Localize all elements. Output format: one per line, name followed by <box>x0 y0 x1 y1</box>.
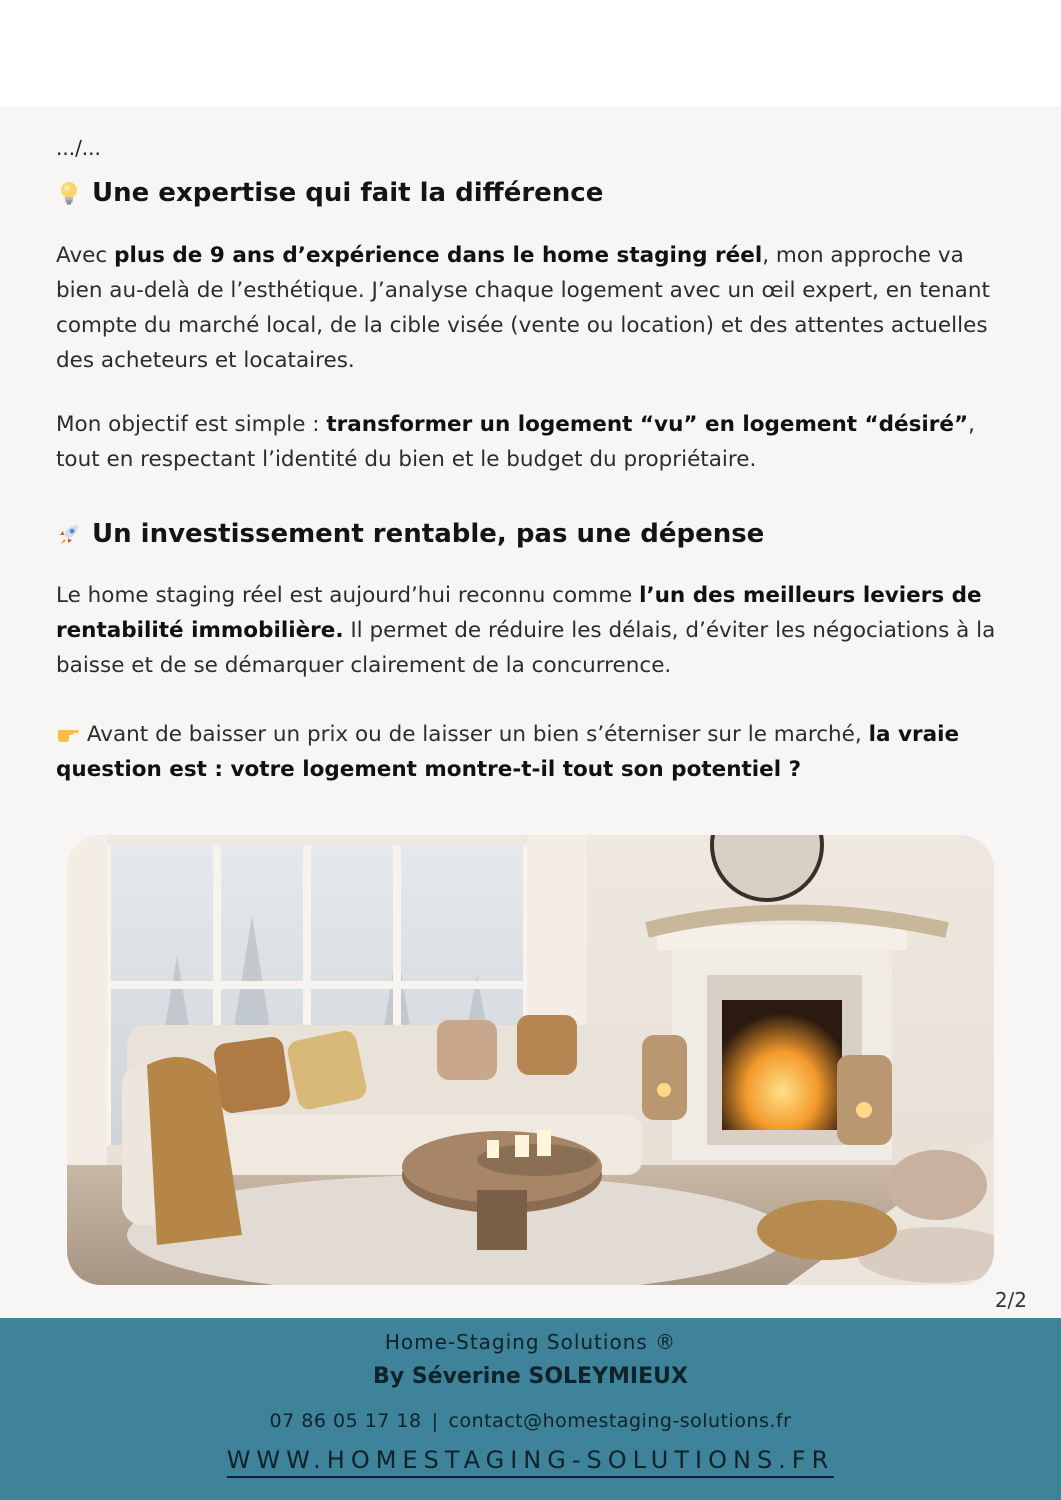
paragraph-bold: plus de 9 ans d’expérience dans le home staging réel <box>114 243 763 268</box>
footer <box>0 1318 1061 1500</box>
top-margin <box>0 0 1061 106</box>
page-body <box>0 106 1061 1318</box>
footer-brand: Home-Staging Solutions ® <box>384 1330 677 1354</box>
footer-phone: 07 86 05 17 18 <box>269 1410 422 1432</box>
page-number: 2/2 <box>994 1288 1027 1312</box>
paragraph-bold: l’un des meilleurs leviers de rentabilité immobilière. <box>56 583 982 643</box>
paragraph-objective <box>56 407 1016 477</box>
footer-author: By Séverine SOLEYMIEUX <box>373 1364 688 1389</box>
paragraph-experience <box>56 238 1016 378</box>
rocket-icon <box>56 521 82 547</box>
paragraph-bold: la vraie question est : votre logement montre-t-il tout son potentiel ? <box>56 722 960 782</box>
section-heading-investment <box>56 519 764 549</box>
living-room-photo <box>67 835 994 1285</box>
paragraph-text: Mon objectif est simple : <box>56 412 327 437</box>
footer-website <box>0 1446 1061 1474</box>
section-heading-expertise <box>56 178 603 208</box>
paragraph-text: Avec <box>56 243 115 268</box>
continuation-mark: .../... <box>56 136 101 160</box>
pointing-hand-icon <box>56 719 80 739</box>
paragraph-text: , mon approche va bien au-delà de l’esthétique. J’analyse chaque logement avec un œil expert, en tenant compte du marché local, de la cible visée (vente ou location) et des attentes actuelles des acheteurs et locataires. <box>56 243 990 373</box>
section-title: Une expertise qui fait la différence <box>92 178 604 208</box>
footer-email[interactable]: contact@homestaging-solutions.fr <box>448 1410 792 1432</box>
paragraph-text: Avant de baisser un prix ou de laisser un bien s’éterniser sur le marché, <box>80 722 869 747</box>
footer-contact <box>0 1410 1061 1432</box>
paragraph-bold: transformer un logement “vu” en logement “désiré” <box>326 412 969 437</box>
paragraph-text: Il permet de réduire les délais, d’éviter les négociations à la baisse et de se démarquer clairement de la concurrence. <box>56 618 996 678</box>
paragraph-question <box>56 717 1016 787</box>
paragraph-text: Le home staging réel est aujourd’hui reconnu comme <box>56 583 640 608</box>
footer-separator: | <box>431 1410 439 1432</box>
section-title: Un investissement rentable, pas une dépense <box>92 519 765 549</box>
lightbulb-icon <box>56 180 82 206</box>
paragraph-text: , tout en respectant l’identité du bien et le budget du propriétaire. <box>56 412 975 472</box>
website-link[interactable]: WWW.HOMESTAGING-SOLUTIONS.FR <box>227 1446 835 1478</box>
paragraph-profitability <box>56 578 1016 683</box>
